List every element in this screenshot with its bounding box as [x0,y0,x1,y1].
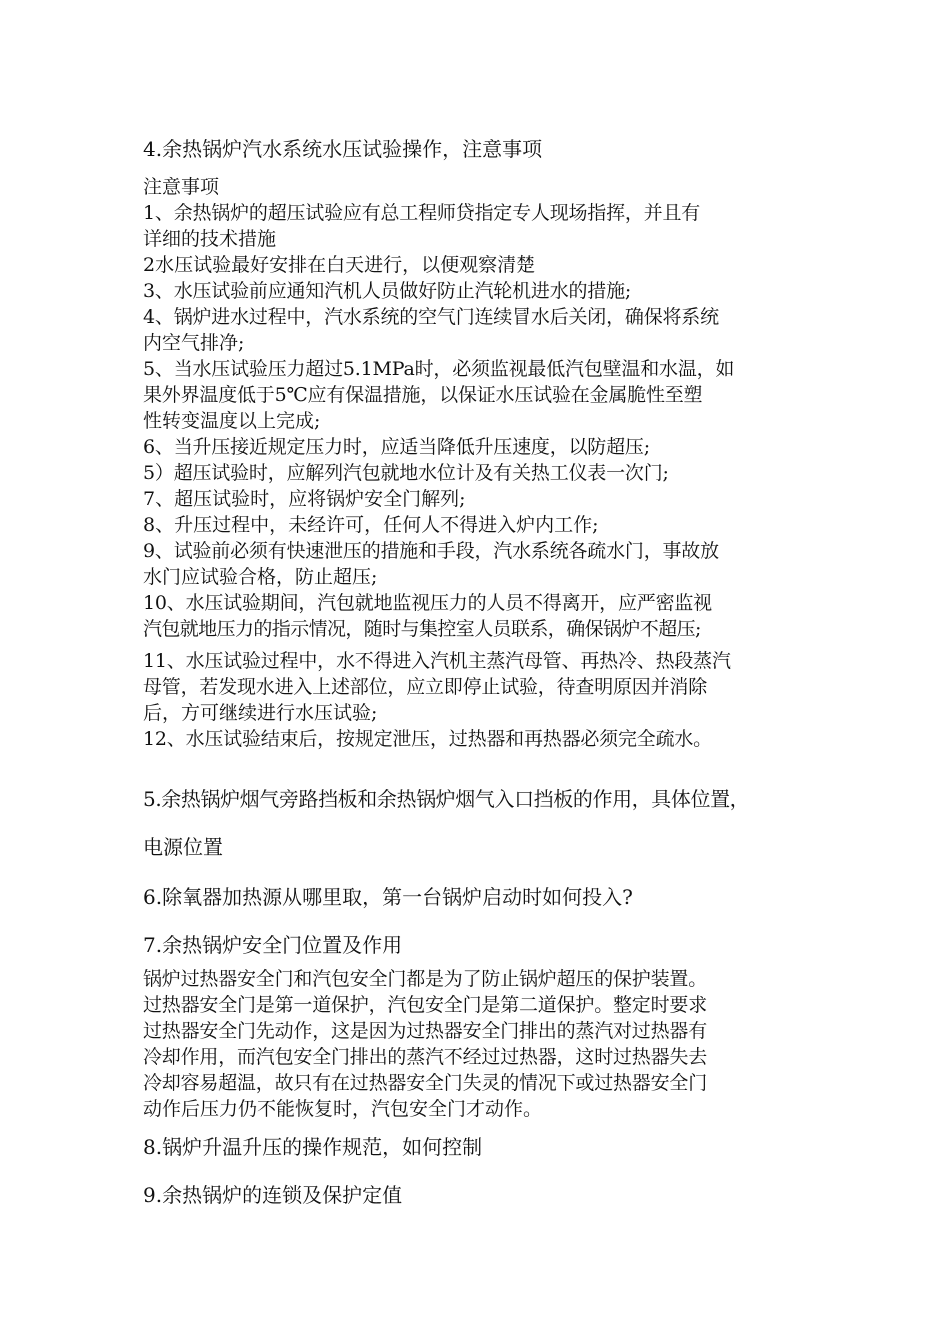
q4-line: 汽包就地压力的指示情况，随时与集控室人员联系，确保锅炉不超压; [143,618,701,640]
q4-line: 内空气排净; [143,332,245,354]
q7-line: 锅炉过热器安全门和汽包安全门都是为了防止锅炉超压的保护装置。 [143,968,708,990]
q4-line: 11、水压试验过程中，水不得进入汽机主蒸汽母管、再热冷、热段蒸汽 [143,650,731,672]
q6-title: 6.除氧器加热源从哪里取，第一台锅炉启动时如何投入? [143,885,633,909]
q4-line: 7、超压试验时，应将锅炉安全门解列; [143,488,466,510]
q4-line: 12、水压试验结束后，按规定泄压，过热器和再热器必须完全疏水。 [143,728,712,750]
q8-title: 8.锅炉升温升压的操作规范，如何控制 [143,1135,483,1159]
q4-line: 详细的技术措施 [143,228,277,250]
q5-title-line1: 5.余热锅炉烟气旁路挡板和余热锅炉烟气入口挡板的作用，具体位置， [143,787,750,811]
q4-notes [143,174,833,642]
q4-line: 4、锅炉进水过程中，汽水系统的空气门连续冒水后关闭，确保将系统 [143,306,719,328]
q4-line: 6、当升压接近规定压力时，应适当降低升压速度，以防超压; [143,436,650,458]
q7-answer [143,966,833,1122]
q4-line: 注意事项 [143,176,220,198]
q4-notes-cont [143,648,833,752]
q4-line: 母管，若发现水进入上述部位，应立即停止试验，待查明原因并消除 [143,676,708,698]
q4-line: 果外界温度低于5℃应有保温措施，以保证水压试验在金属脆性至塑 [143,384,703,406]
q4-title: 4.余热锅炉汽水系统水压试验操作，注意事项 [143,137,543,161]
q4-line: 10、水压试验期间，汽包就地监视压力的人员不得离开，应严密监视 [143,592,712,614]
q4-line: 性转变温度以上完成; [143,410,321,432]
q9-title: 9.余热锅炉的连锁及保护定值 [143,1183,403,1207]
q4-line: 8、升压过程中，未经许可，任何人不得进入炉内工作; [143,514,599,536]
q7-title: 7.余热锅炉安全门位置及作用 [143,933,403,957]
q4-line: 后，方可继续进行水压试验; [143,702,378,724]
q4-line: 5、当水压试验压力超过5.1MPa时，必须监视最低汽包壁温和水温，如 [143,358,735,380]
q4-line: 9、试验前必须有快速泄压的措施和手段，汽水系统各疏水门，事故放 [143,540,719,562]
q4-line: 水门应试验合格，防止超压; [143,566,378,588]
q7-line: 动作后压力仍不能恢复时，汽包安全门才动作。 [143,1098,543,1120]
q5-title-line2: 电源位置 [143,835,223,859]
q7-line: 冷却作用，而汽包安全门排出的蒸汽不经过过热器，这时过热器失去 [143,1046,708,1068]
q4-line: 2水压试验最好安排在白天进行，以便观察清楚 [143,254,536,276]
q7-line: 过热器安全门是第一道保护，汽包安全门是第二道保护。整定时要求 [143,994,708,1016]
q4-line: 3、水压试验前应通知汽机人员做好防止汽轮机进水的措施; [143,280,632,302]
q7-line: 冷却容易超温，故只有在过热器安全门失灵的情况下或过热器安全门 [143,1072,708,1094]
q7-line: 过热器安全门先动作，这是因为过热器安全门排出的蒸汽对过热器有 [143,1020,708,1042]
q4-line: 1、余热锅炉的超压试验应有总工程师贷指定专人现场指挥，并且有 [143,202,701,224]
q4-line: 5）超压试验时，应解列汽包就地水位计及有关热工仪表一次门; [143,462,669,484]
